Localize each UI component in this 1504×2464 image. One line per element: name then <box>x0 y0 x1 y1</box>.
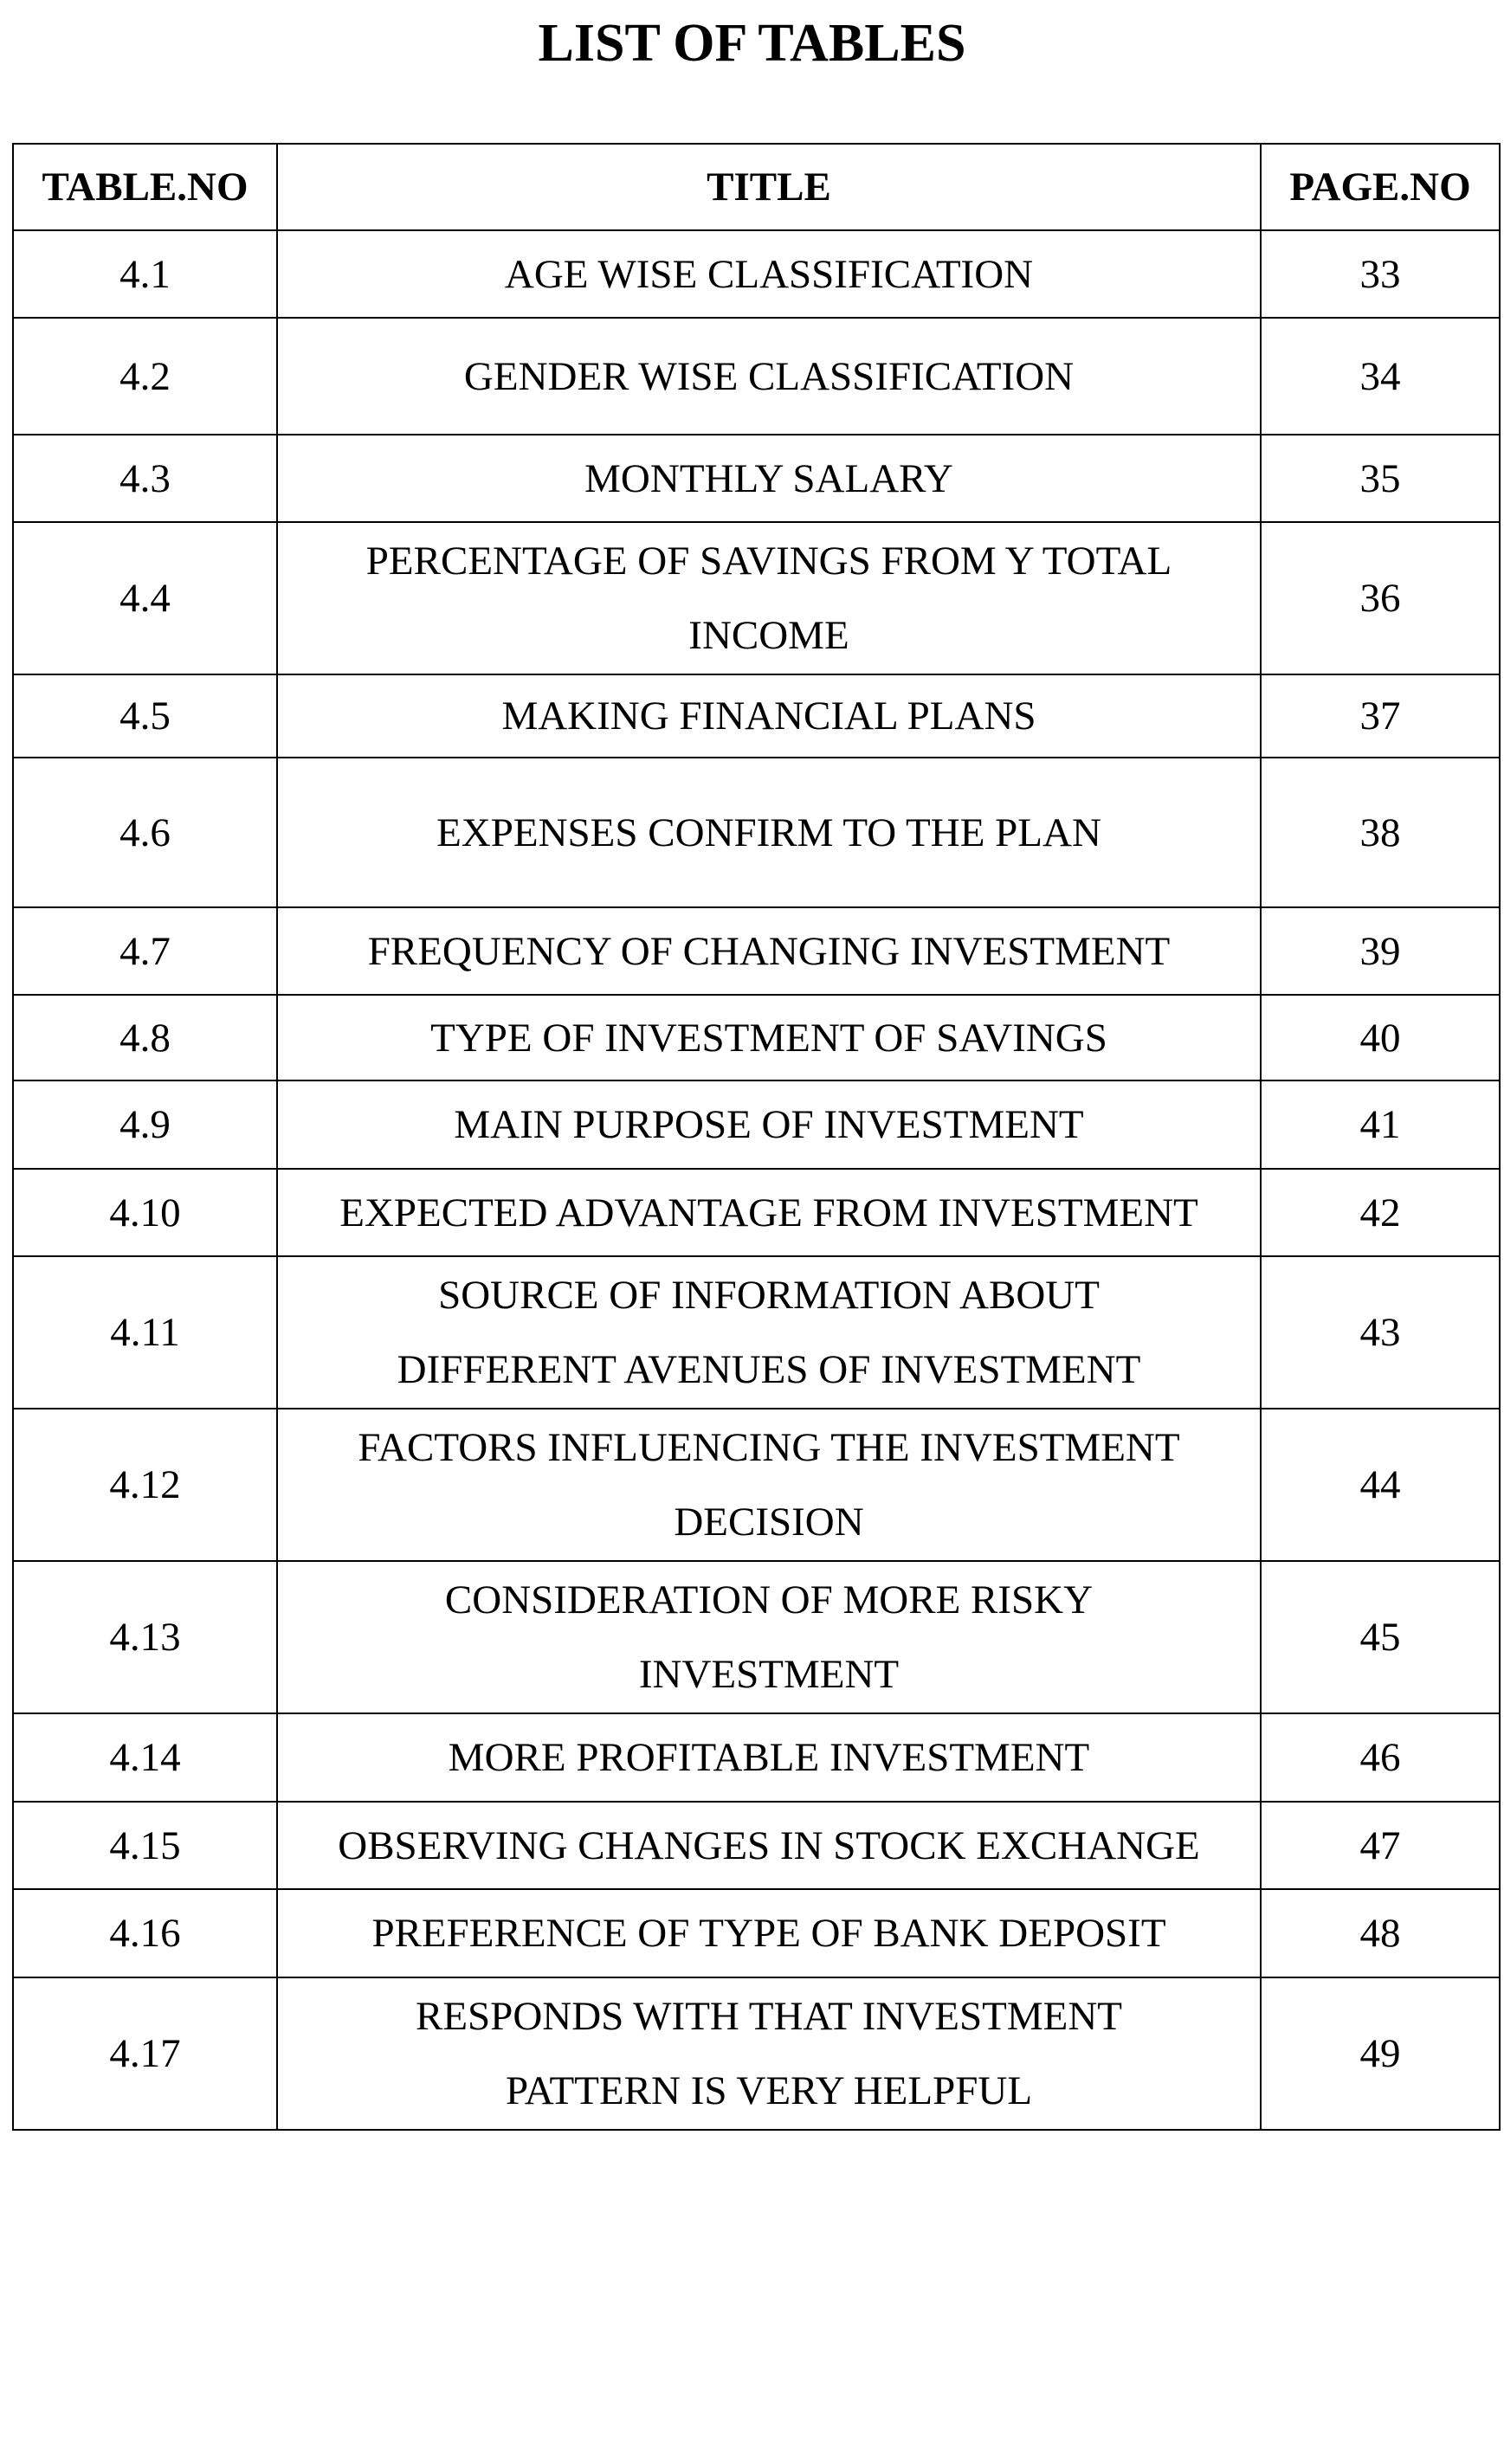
title-cell: SOURCE OF INFORMATION ABOUT DIFFERENT AVENUES OF INVESTMENT <box>277 1256 1261 1409</box>
page-no-cell: 43 <box>1261 1256 1500 1409</box>
table-row <box>13 1080 1500 1169</box>
table-row <box>13 1409 1500 1561</box>
page-title: LIST OF TABLES <box>538 14 966 73</box>
table-row <box>13 318 1500 435</box>
page-no-cell: 34 <box>1261 318 1500 435</box>
table-row <box>13 1977 1500 2130</box>
table-row <box>13 1713 1500 1802</box>
table-no-cell: 4.5 <box>13 674 277 758</box>
title-cell: TYPE OF INVESTMENT OF SAVINGS <box>277 995 1261 1080</box>
table-row <box>13 1889 1500 1977</box>
table-no-cell: 4.10 <box>13 1169 277 1256</box>
page-no-cell: 36 <box>1261 522 1500 674</box>
table-no-cell: 4.11 <box>13 1256 277 1409</box>
table-no-cell: 4.16 <box>13 1889 277 1977</box>
table-no-cell: 4.17 <box>13 1977 277 2130</box>
table-no-cell: 4.8 <box>13 995 277 1080</box>
table-no-cell: 4.12 <box>13 1409 277 1561</box>
title-cell: MAIN PURPOSE OF INVESTMENT <box>277 1080 1261 1169</box>
table-row <box>13 907 1500 995</box>
page-no-cell: 42 <box>1261 1169 1500 1256</box>
title-cell: OBSERVING CHANGES IN STOCK EXCHANGE <box>277 1802 1261 1889</box>
page-no-cell: 45 <box>1261 1561 1500 1713</box>
title-cell: MONTHLY SALARY <box>277 435 1261 522</box>
table-row <box>13 995 1500 1080</box>
table-no-cell: 4.9 <box>13 1080 277 1169</box>
table-no-cell: 4.2 <box>13 318 277 435</box>
table-no-cell: 4.1 <box>13 230 277 318</box>
page-no-cell: 40 <box>1261 995 1500 1080</box>
title-cell: MORE PROFITABLE INVESTMENT <box>277 1713 1261 1802</box>
header-title: TITLE <box>277 144 1261 230</box>
header-page-no: PAGE.NO <box>1261 144 1500 230</box>
title-cell: RESPONDS WITH THAT INVESTMENT PATTERN IS VERY HELPFUL <box>277 1977 1261 2130</box>
page-no-cell: 35 <box>1261 435 1500 522</box>
table-no-cell: 4.3 <box>13 435 277 522</box>
table-row <box>13 1169 1500 1256</box>
title-cell: GENDER WISE CLASSIFICATION <box>277 318 1261 435</box>
header-table-no: TABLE.NO <box>13 144 277 230</box>
title-cell: EXPENSES CONFIRM TO THE PLAN <box>277 758 1261 907</box>
table-row <box>13 435 1500 522</box>
page-no-cell: 41 <box>1261 1080 1500 1169</box>
table-no-cell: 4.14 <box>13 1713 277 1802</box>
title-cell: FACTORS INFLUENCING THE INVESTMENT DECISION <box>277 1409 1261 1561</box>
title-cell: EXPECTED ADVANTAGE FROM INVESTMENT <box>277 1169 1261 1256</box>
page-no-cell: 39 <box>1261 907 1500 995</box>
page-no-cell: 48 <box>1261 1889 1500 1977</box>
table-row <box>13 1256 1500 1409</box>
table-no-cell: 4.6 <box>13 758 277 907</box>
list-of-tables <box>12 143 1501 2131</box>
title-cell: AGE WISE CLASSIFICATION <box>277 230 1261 318</box>
table-header-row <box>13 144 1500 230</box>
table-row <box>13 1561 1500 1713</box>
table-no-cell: 4.15 <box>13 1802 277 1889</box>
page-no-cell: 44 <box>1261 1409 1500 1561</box>
table-no-cell: 4.7 <box>13 907 277 995</box>
page-no-cell: 37 <box>1261 674 1500 758</box>
page-no-cell: 46 <box>1261 1713 1500 1802</box>
page-no-cell: 33 <box>1261 230 1500 318</box>
title-cell: MAKING FINANCIAL PLANS <box>277 674 1261 758</box>
table-row <box>13 674 1500 758</box>
table-row <box>13 1802 1500 1889</box>
table-no-cell: 4.13 <box>13 1561 277 1713</box>
table-row <box>13 758 1500 907</box>
title-cell: PERCENTAGE OF SAVINGS FROM Y TOTAL INCOME <box>277 522 1261 674</box>
title-cell: FREQUENCY OF CHANGING INVESTMENT <box>277 907 1261 995</box>
page-no-cell: 47 <box>1261 1802 1500 1889</box>
table-row <box>13 522 1500 674</box>
page-no-cell: 49 <box>1261 1977 1500 2130</box>
title-cell: PREFERENCE OF TYPE OF BANK DEPOSIT <box>277 1889 1261 1977</box>
title-cell: CONSIDERATION OF MORE RISKY INVESTMENT <box>277 1561 1261 1713</box>
page-no-cell: 38 <box>1261 758 1500 907</box>
table-row <box>13 230 1500 318</box>
table-no-cell: 4.4 <box>13 522 277 674</box>
